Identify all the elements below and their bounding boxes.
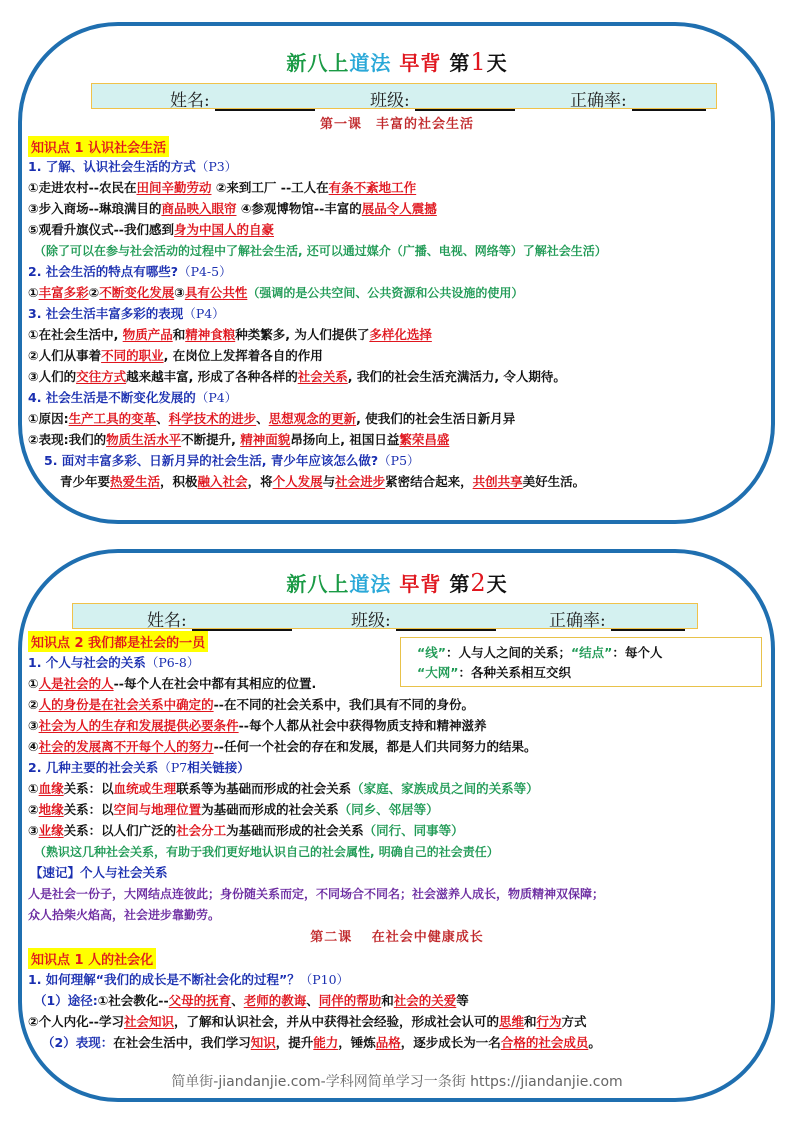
content-line (28, 431, 449, 449)
text: ：每个人 (612, 645, 663, 660)
content-line (34, 992, 469, 1010)
highlight: 社会分工 (176, 823, 227, 838)
key-term: 物质产品 (122, 327, 173, 342)
knowledge-point-label: 知识点 1 人的社会化 (28, 948, 156, 969)
key-term: 精神面貌 (240, 432, 291, 447)
page-ref: （P4） (183, 306, 225, 321)
text: ②个人内化--学习 (28, 1014, 124, 1029)
text: ①在社会生活中, (28, 327, 123, 342)
note-line: （熟识这几种社会关系，有助于我们更好地认识自己的社会属性, 明确自己的社会责任） (34, 845, 499, 859)
text: 美好生活。 (522, 474, 586, 489)
key-term: 人是社会的人 (38, 676, 114, 691)
legend-line (417, 664, 571, 682)
text: 、 (231, 993, 244, 1008)
content-line (28, 347, 323, 365)
content-line (28, 1013, 587, 1031)
name-field[interactable] (170, 86, 315, 111)
day1-title (0, 47, 794, 76)
content-line (28, 221, 274, 239)
text: ①社会教化-- (97, 993, 169, 1008)
question-heading (44, 452, 420, 470)
content-line (28, 696, 474, 714)
knowledge-point-label: 知识点 1 认识社会生活 (28, 136, 169, 157)
accuracy-field[interactable] (570, 86, 706, 111)
question-heading (28, 654, 199, 672)
title-part: 天 (486, 51, 508, 75)
sub-heading: （2）表现： (42, 1035, 114, 1050)
text: --在不同的社会关系中，我们具有不同的身份。 (213, 697, 474, 712)
title-part: 新八上 (286, 51, 350, 75)
text: 和 (524, 1014, 537, 1029)
text: 不断提升, (181, 432, 241, 447)
title-part: 天 (486, 572, 508, 596)
text: ③ (28, 718, 39, 733)
text: ③步入商场--琳琅满目的 (28, 201, 162, 216)
knowledge-point-label: 知识点 2 我们都是社会的一员 (28, 631, 208, 652)
content-line (28, 368, 566, 386)
memo-line: 众人拾柴火焰高，社会进步靠勤劳。 (28, 908, 221, 922)
text: ，了解和认识社会，并从中获得社会经验，形成社会认可的 (173, 1014, 499, 1029)
name-blank[interactable] (192, 611, 292, 631)
heading-text: 1. 个人与社会的关系 (28, 655, 146, 670)
name-label: 姓名: (147, 611, 187, 631)
text: 为基础而形成的社会关系 (201, 802, 339, 817)
key-term: 交往方式 (76, 369, 127, 384)
key-term: 业缘 (38, 823, 64, 838)
content-line (28, 675, 316, 693)
text: , 在岗位上发挥着各自的作用 (163, 348, 323, 363)
page-ref: （P7 (158, 760, 188, 775)
key-term: 社会为人的生存和发展提供必要条件 (38, 718, 239, 733)
text: 为基础而形成的社会关系 (226, 823, 364, 838)
text: ③ (28, 823, 39, 838)
title-part: 道法 (349, 51, 392, 75)
key-term: 有条不紊地工作 (328, 180, 417, 195)
heading-text: 1. 了解、认识社会生活的方式 (28, 159, 196, 174)
key-term: 个人发展 (272, 474, 323, 489)
highlight: 血统或生理 (113, 781, 177, 796)
page-ref: （P6-8） (145, 655, 200, 670)
term: “结点” (570, 645, 613, 660)
note: （家庭、家族成员之间的关系等） (351, 781, 539, 796)
text: 和 (381, 993, 394, 1008)
text: ① (28, 285, 39, 300)
question-heading (28, 158, 237, 176)
key-term: 能力 (313, 1035, 339, 1050)
text: 越来越丰富, 形成了各种各样的 (126, 369, 298, 384)
class-blank[interactable] (396, 611, 496, 631)
key-term: 老师的教诲 (243, 993, 307, 1008)
heading-text: 1. 如何理解“我们的成长是不断社会化的过程”？ (28, 972, 300, 987)
text: , 我们的社会生活充满活力, 令人期待。 (347, 369, 566, 384)
title-part: 第 (449, 51, 471, 75)
text: 和 (172, 327, 186, 342)
text: ，提升 (275, 1035, 314, 1050)
text: ②来到工厂 --工人在 (211, 180, 329, 195)
key-term: 行为 (536, 1014, 562, 1029)
page-ref: （P4-5） (178, 264, 232, 279)
key-term: 热爱生活 (110, 474, 161, 489)
class-label: 班级: (370, 91, 410, 111)
heading-text: 4. 社会生活是不断变化发展的 (28, 390, 196, 405)
note: （强调的是公共空间、公共资源和公共设施的使用） (247, 286, 524, 300)
class-label: 班级: (351, 611, 391, 631)
key-term: 血缘 (38, 781, 64, 796)
page-ref: （P10） (299, 972, 350, 987)
text: 青少年要 (60, 474, 111, 489)
text: ① (28, 676, 39, 691)
key-term: 科学技术的进步 (168, 411, 257, 426)
text: ，逐步成长为一名 (400, 1035, 501, 1050)
highlight: 空间与地理位置 (113, 802, 202, 817)
key-term: 思想观念的更新 (268, 411, 357, 426)
day-number: 1 (470, 48, 487, 76)
text: ⑤观看升旗仪式--我们感到 (28, 222, 174, 237)
text: 种类繁多, 为人们提供了 (235, 327, 370, 342)
day2-namebar (72, 603, 698, 629)
content-line (28, 326, 432, 344)
text: ② (28, 697, 39, 712)
heading-text: 2. 几种主要的社会关系 (28, 760, 159, 775)
text: ，将 (247, 474, 273, 489)
page-ref: （P4） (195, 390, 238, 405)
text: 、 (156, 411, 169, 426)
footer-watermark: 简单街-jiandanjie.com-学科网简单学习一条街 https://jiandanjie.com (171, 1074, 623, 1090)
key-term: 思维 (499, 1014, 525, 1029)
text: ① (28, 781, 39, 796)
text: 与 (322, 474, 336, 489)
question-heading (28, 263, 232, 281)
text: ③人们的 (28, 369, 77, 384)
text: 。 (588, 1035, 601, 1050)
question-heading (28, 389, 237, 407)
title-part: 早背 (399, 572, 442, 596)
text: 方式 (561, 1014, 587, 1029)
name-label: 姓名: (170, 91, 210, 111)
key-term: 不同的职业 (101, 348, 164, 363)
key-term: 知识 (250, 1035, 276, 1050)
heading-text: 3. 社会生活丰富多彩的表现 (28, 306, 184, 321)
key-term: 具有公共性 (184, 285, 248, 300)
key-term: 品格 (375, 1035, 401, 1050)
text: 关系：以 (63, 802, 114, 817)
content-line (28, 200, 437, 218)
heading-text: 5. 面对丰富多彩、日新月异的社会生活, 青少年应该怎么做? (44, 453, 379, 468)
key-term: 物质生活水平 (106, 432, 182, 447)
day2-title (0, 568, 794, 597)
key-term: 融入社会 (197, 474, 248, 489)
content-line (28, 717, 487, 735)
key-term: 商品映入眼帘 (161, 201, 237, 216)
note: （同行、同事等） (363, 823, 464, 838)
title-part: 第 (449, 572, 471, 596)
key-term: 地缘 (38, 802, 64, 817)
text: ③ (174, 285, 185, 300)
key-term: 同伴的帮助 (318, 993, 382, 1008)
content-line (28, 822, 464, 840)
text: ②表现:我们的 (28, 432, 107, 447)
term: “大网” (417, 665, 459, 680)
key-term: 合格的社会成员 (500, 1035, 589, 1050)
accuracy-label: 正确率: (549, 611, 606, 631)
text: ：人与人之间的关系； (445, 645, 571, 660)
text: 、 (306, 993, 319, 1008)
name-blank[interactable] (215, 91, 315, 111)
heading-text: 相关链接） (187, 760, 250, 775)
text: 联系等为基础而形成的社会关系 (176, 781, 352, 796)
page-ref: （P5） (378, 453, 420, 468)
key-term: 精神食粮 (185, 327, 236, 342)
key-term: 社会进步 (335, 474, 386, 489)
page-ref: （P3） (195, 159, 238, 174)
legend-box (400, 637, 762, 687)
key-term: 共创共享 (472, 474, 523, 489)
key-term: 田间辛勤劳动 (136, 180, 212, 195)
content-line (28, 284, 523, 302)
class-blank[interactable] (415, 91, 515, 111)
accuracy-label: 正确率: (570, 91, 627, 111)
key-term: 身为中国人的自豪 (173, 222, 274, 237)
key-term: 生产工具的变革 (68, 411, 157, 426)
day-number: 2 (470, 569, 487, 597)
key-term: 社会的关爱 (393, 993, 457, 1008)
legend-line (417, 644, 662, 662)
memo-title: 【速记】个人与社会关系 (30, 865, 168, 880)
title-part: 新八上 (286, 572, 350, 596)
content-line (28, 179, 416, 197)
text: ④参观博物馆--丰富的 (236, 201, 362, 216)
key-term: 社会关系 (297, 369, 348, 384)
class-field[interactable] (370, 86, 515, 111)
key-term: 多样化选择 (369, 327, 432, 342)
lesson-title: 第二课 在社会中健康成长 (310, 930, 484, 945)
content-line (60, 473, 585, 491)
text: 关系：以 (63, 781, 114, 796)
text: ①原因: (28, 411, 69, 426)
accuracy-blank[interactable] (611, 611, 685, 631)
title-part: 早背 (399, 51, 442, 75)
text: 紧密结合起来， (385, 474, 473, 489)
question-heading (28, 971, 349, 989)
heading-text: 2. 社会生活的特点有哪些? (28, 264, 179, 279)
key-term: 人的身份是在社会关系中确定的 (38, 697, 214, 712)
content-line (28, 780, 539, 798)
sub-heading: （1）途径: (34, 993, 98, 1008)
key-term: 社会知识 (123, 1014, 174, 1029)
text: 、 (256, 411, 269, 426)
text: ，积极 (160, 474, 198, 489)
text: --任何一个社会的存在和发展，都是人们共同努力的结果。 (213, 739, 537, 754)
day1-namebar (91, 83, 717, 109)
key-term: 繁荣昌盛 (399, 432, 450, 447)
key-term: 父母的抚育 (168, 993, 232, 1008)
text: 关系：以人们广泛的 (63, 823, 177, 838)
content-line (42, 1034, 601, 1052)
text: --每个人在社会中都有其相应的位置. (113, 676, 317, 691)
question-heading (28, 305, 225, 323)
memo-line: 人是社会一份子，大网结点连彼此；身份随关系而定，不同场合不同名；社会滋养人成长，物质精神双保障； (28, 887, 605, 901)
text: ：各种关系相互交织 (458, 665, 571, 680)
key-term: 不断变化发展 (99, 285, 175, 300)
text: ② (88, 285, 100, 300)
text: ①走进农村--农民在 (28, 180, 137, 195)
content-line (28, 410, 515, 428)
key-term: 展品令人震撼 (361, 201, 437, 216)
text: ② (28, 802, 39, 817)
text: ②人们从事着 (28, 348, 102, 363)
note-line: （除了可以在参与社会活动的过程中了解社会生活, 还可以通过媒介（广播、电视、网络等）了解社会生活） (34, 244, 607, 258)
name-field[interactable] (147, 606, 292, 631)
text: 在社会生活中，我们学习 (113, 1035, 251, 1050)
question-heading (28, 759, 250, 777)
text: ，锤炼 (338, 1035, 376, 1050)
term: “线” (417, 645, 446, 660)
text: , 使我们的社会生活日新月异 (356, 411, 516, 426)
text: --每个人都从社会中获得物质支持和精神滋养 (238, 718, 487, 733)
content-line (28, 738, 537, 756)
text: 昂扬向上, 祖国日益 (290, 432, 400, 447)
key-term: 丰富多彩 (38, 285, 89, 300)
key-term: 社会的发展离不开每个人的努力 (38, 739, 214, 754)
lesson-title: 第一课 丰富的社会生活 (319, 117, 474, 132)
accuracy-field[interactable] (549, 606, 685, 631)
text: ④ (28, 739, 39, 754)
accuracy-blank[interactable] (632, 91, 706, 111)
content-line (28, 801, 439, 819)
text: 等 (456, 993, 469, 1008)
class-field[interactable] (351, 606, 496, 631)
note: （同乡、邻居等） (338, 802, 439, 817)
title-part: 道法 (349, 572, 392, 596)
